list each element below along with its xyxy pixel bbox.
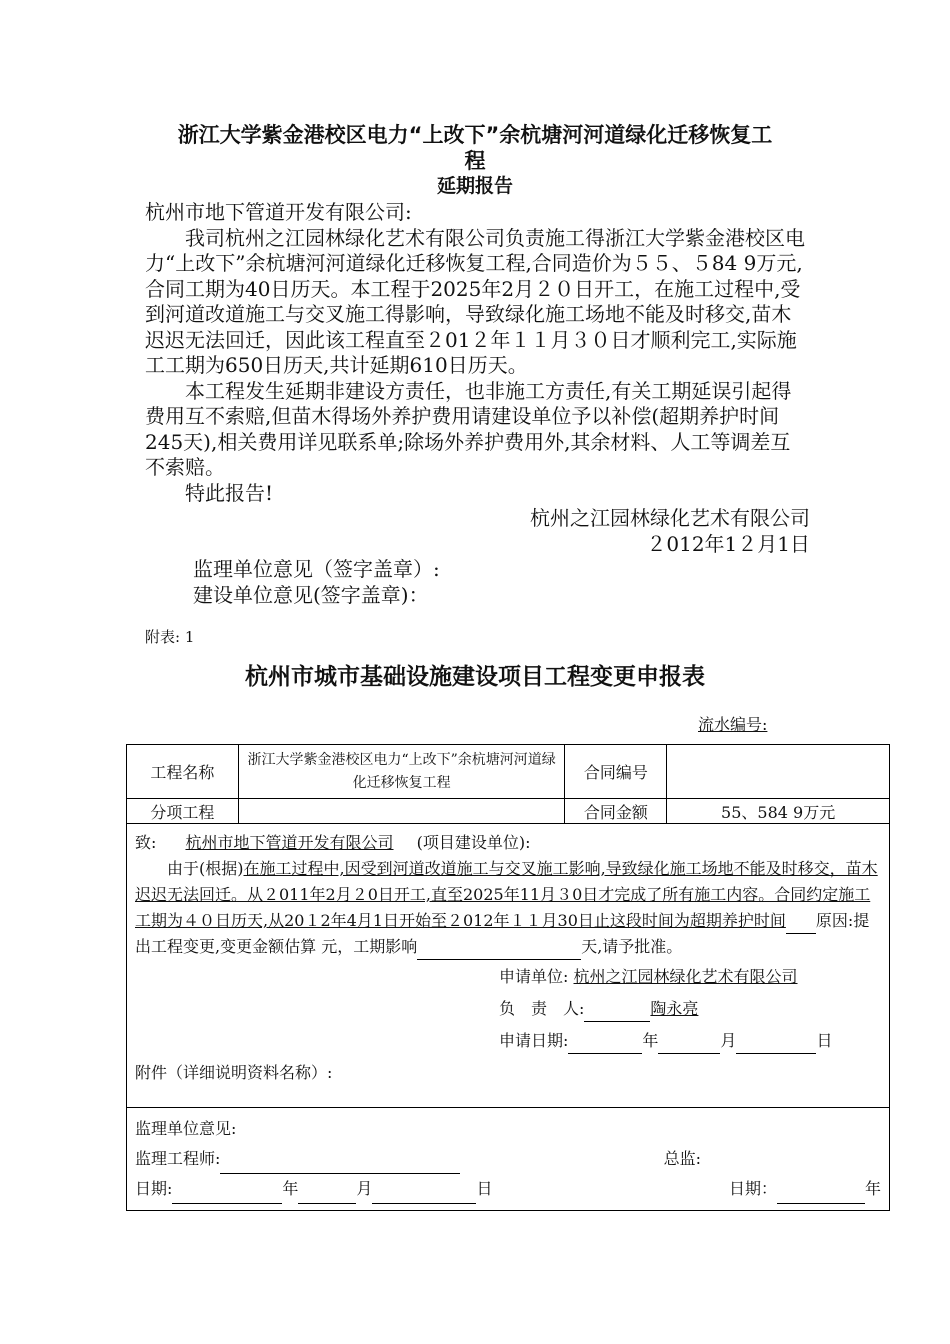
table-row <box>127 824 890 1108</box>
month-blank <box>298 1185 356 1204</box>
reason-text: 在施工过程中,因受到河道改道施工与交叉施工影响,导致绿化施工场地不能及时移交，苗木迟迟无法回迁。从２011年2月２0日开工,直至2025年11月３0日才完成了所有施工内容。合同约定施工工期为４０日历天,从20１2年4月1日开始至２012年１１月30日止这段时间为超期养护时间 <box>135 859 878 930</box>
blank-line <box>584 1003 650 1022</box>
project-name-label: 工程名称 <box>127 745 239 799</box>
year-blank <box>568 1035 642 1054</box>
year-label: 年 <box>282 1179 299 1198</box>
apply-date-label: 申请日期: <box>499 1031 569 1050</box>
report-signer: 杭州之江园林绿化艺术有限公司 <box>530 506 810 530</box>
report-body <box>145 200 810 608</box>
report-title <box>140 122 810 174</box>
report-closing: 特此报告! <box>185 480 274 505</box>
contract-no-value <box>667 745 890 799</box>
supervisor-opinion: 监理单位意见（签字盖章）: <box>193 557 440 581</box>
sub-project-value <box>238 799 565 824</box>
applicant-value: 杭州之江园林绿化艺术有限公司 <box>573 967 798 986</box>
date-label: 日期: <box>135 1179 173 1198</box>
serial-number-label: 流水编号: <box>698 715 768 734</box>
reason-suffix: 原因:提出工程变更,变更金额估算 <box>135 911 870 956</box>
days-request: 天,请予批准。 <box>581 937 683 956</box>
engineer-signature-blank <box>220 1155 460 1174</box>
form-title: 杭州市城市基础设施建设项目工程变更申报表 <box>245 664 705 690</box>
day-blank <box>372 1185 476 1204</box>
table-row <box>127 745 890 799</box>
month-label: 月 <box>720 1031 737 1050</box>
to-prefix: 致: <box>135 833 157 852</box>
supervisor-opinion-label: 监理单位意见: <box>135 1119 237 1138</box>
change-request-form <box>126 744 890 1211</box>
change-content-cell <box>127 824 890 1108</box>
day-label: 日 <box>476 1179 493 1198</box>
supervisor-engineer-label: 监理工程师: <box>135 1149 221 1168</box>
reason-prefix: 由于(根据) <box>167 859 244 878</box>
blank-line <box>786 915 816 934</box>
project-name-value: 浙江大学紫金港校区电力“上改下”余杭塘河河道绿化迁移恢复工程 <box>238 745 565 799</box>
report-paragraph-2: 本工程发生延期非建设方责任，也非施工方责任,有关工期延误引起得费用互不索赔,但苗木得场外养护费用请建设单位予以补偿(超期养护时间245天),相关费用详见联系单;除场外养护费用外,其余材料、人工等调差互不索赔。 <box>145 378 792 479</box>
year-blank <box>777 1185 865 1204</box>
date-label-2: 日期： <box>728 1179 777 1198</box>
person-label: 负 责 人: <box>499 999 585 1018</box>
supervisor-cell <box>127 1108 890 1211</box>
report-subtitle: 延期报告 <box>436 175 513 197</box>
to-name: 杭州市地下管道开发有限公司 <box>185 833 394 852</box>
chief-label: 总监: <box>663 1149 701 1168</box>
year-blank <box>172 1185 282 1204</box>
sub-project-label: 分项工程 <box>127 799 239 824</box>
month-blank <box>658 1035 720 1054</box>
builder-opinion: 建设单位意见(签字盖章)： <box>193 582 429 607</box>
day-label: 日 <box>816 1031 833 1050</box>
report-title-line2: 程 <box>464 149 486 173</box>
delay-days-blank <box>417 941 581 960</box>
contract-amount-label: 合同金额 <box>565 799 667 824</box>
addressee: 杭州市地下管道开发有限公司: <box>145 200 412 224</box>
day-blank <box>736 1035 816 1054</box>
report-date: ２012年1２月1日 <box>646 531 810 556</box>
amount-unit: 元，工期影响 <box>321 937 418 956</box>
attachments-label: 附件（详细说明资料名称）: <box>135 1063 333 1082</box>
contract-amount-value: 55、584 9万元 <box>667 799 890 824</box>
table-row <box>127 799 890 824</box>
to-suffix: (项目建设单位): <box>416 833 531 852</box>
year-label: 年 <box>642 1031 659 1050</box>
year-label: 年 <box>864 1179 881 1198</box>
report-paragraph-1: 我司杭州之江园林绿化艺术有限公司负责施工得浙江大学紫金港校区电力“上改下”余杭塘河河道绿化迁移恢复工程,合同造价为５５、５84 9万元,合同工期为40日历天。本工程于2025年2月２０日开工，在施工过程中,受到河道改道施工与交叉施工得影响，导致绿化施工场地不能及时移交,苗木迟迟无法回迁，因此该工程直至２01２年１１月３０日才顺利完工,实际施工工期为650日历天,共计延期610日历天。 <box>145 225 805 377</box>
person-value: 陶永亮 <box>650 999 699 1018</box>
report-title-line1: 浙江大学紫金港校区电力“上改下”余杭塘河河道绿化迁移恢复工 <box>177 123 773 147</box>
applicant-label: 申请单位: <box>499 967 569 986</box>
attachment-number: 附表: 1 <box>145 628 195 646</box>
table-row <box>127 1108 890 1211</box>
month-label: 月 <box>356 1179 373 1198</box>
contract-no-label: 合同编号 <box>565 745 667 799</box>
